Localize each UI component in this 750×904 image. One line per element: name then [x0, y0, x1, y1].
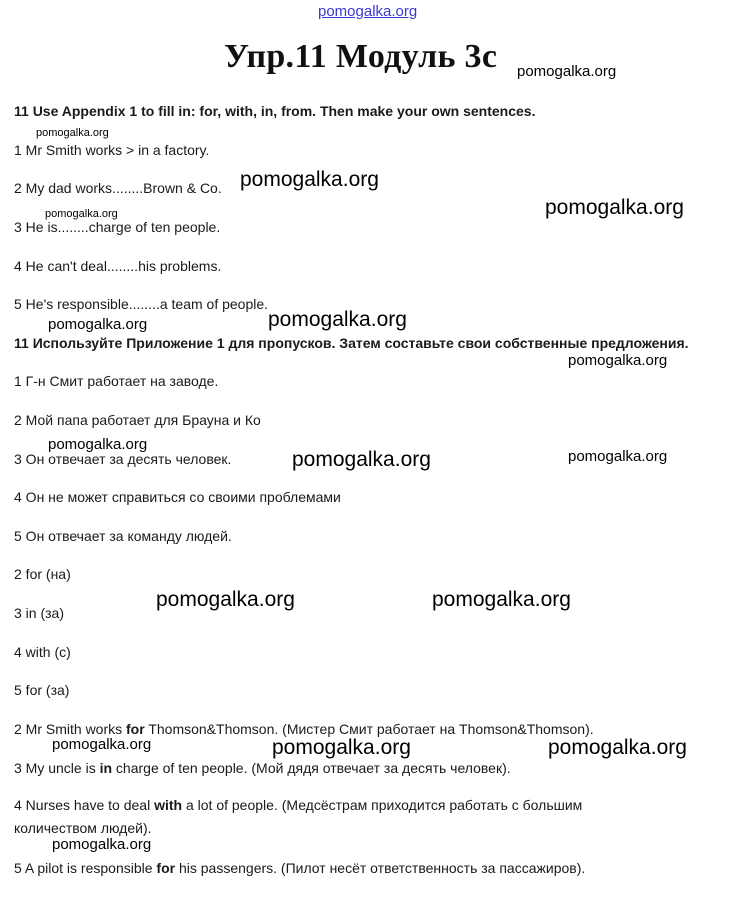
english-item-2: 2 My dad works........Brown & Co. — [14, 180, 222, 196]
sentence-4 — [14, 794, 654, 840]
watermark: pomogalka.org — [48, 436, 148, 453]
sentence-keyword: for — [156, 860, 176, 876]
sentence-text: charge of ten people. (Мой дядя отвечает за десять человек). — [112, 760, 511, 776]
watermark: pomogalka.org — [240, 168, 379, 191]
watermark: pomogalka.org — [45, 208, 118, 220]
sentence-keyword: in — [99, 760, 113, 776]
watermark: pomogalka.org — [432, 588, 571, 611]
english-task-heading: 11 Use Appendix 1 to fill in: for, with, in, from. Then make your own sentences. — [14, 103, 536, 119]
sentence-text: 5 A pilot is responsible — [14, 860, 157, 876]
sentence-3 — [14, 760, 511, 776]
answer-3: 3 in (за) — [14, 605, 64, 621]
english-item-1: 1 Mr Smith works > in a factory. — [14, 142, 210, 158]
sentence-text: 2 Mr Smith works — [14, 721, 127, 737]
watermark: pomogalka.org — [292, 448, 431, 471]
sentence-text: 3 My uncle is — [14, 760, 100, 776]
watermark: pomogalka.org — [517, 63, 617, 80]
answer-2: 2 for (на) — [14, 566, 71, 582]
page-title: Упр.11 Модуль 3с — [224, 38, 498, 75]
russian-item-1: 1 Г-н Смит работает на заводе. — [14, 373, 219, 389]
sentence-text: 4 Nurses have to deal — [14, 797, 155, 813]
english-item-5: 5 He's responsible........a team of people. — [14, 296, 269, 312]
russian-item-2: 2 Мой папа работает для Брауна и Ко — [14, 412, 261, 428]
russian-item-3: 3 Он отвечает за десять человек. — [14, 451, 232, 467]
watermark: pomogalka.org — [568, 352, 668, 369]
watermark: pomogalka.org — [268, 308, 407, 331]
sentence-keyword: with — [154, 797, 183, 813]
watermark: pomogalka.org — [568, 448, 668, 465]
watermark: pomogalka.org — [156, 588, 295, 611]
watermark: pomogalka.org — [36, 127, 109, 139]
sentence-keyword: for — [126, 721, 145, 737]
watermark: pomogalka.org — [545, 196, 684, 219]
sentence-text: Thomson&Thomson. (Мистер Смит работает на Thomson&Thomson). — [144, 721, 594, 737]
watermark: pomogalka.org — [272, 736, 411, 759]
sentence-text: a lot of people. (Медсёстрам приходится работать с большим количеством людей). — [14, 797, 583, 836]
sentence-5 — [14, 860, 585, 876]
watermark: pomogalka.org — [52, 836, 152, 853]
english-item-3: 3 He is........charge of ten people. — [14, 219, 221, 235]
site-link[interactable]: pomogalka.org — [318, 3, 418, 20]
english-item-4: 4 He can't deal........his problems. — [14, 258, 222, 274]
watermark: pomogalka.org — [48, 316, 148, 333]
sentence-text: his passengers. (Пилот несёт ответственность за пассажиров). — [175, 860, 586, 876]
answer-4: 4 with (с) — [14, 644, 71, 660]
russian-item-5: 5 Он отвечает за команду людей. — [14, 528, 232, 544]
russian-task-heading: 11 Используйте Приложение 1 для пропусков. Затем составьте свои собственные предложения. — [14, 335, 689, 351]
answer-5: 5 for (за) — [14, 682, 70, 698]
sentence-2 — [14, 721, 594, 737]
watermark: pomogalka.org — [548, 736, 687, 759]
russian-item-4: 4 Он не может справиться со своими проблемами — [14, 489, 341, 505]
watermark: pomogalka.org — [52, 736, 152, 753]
